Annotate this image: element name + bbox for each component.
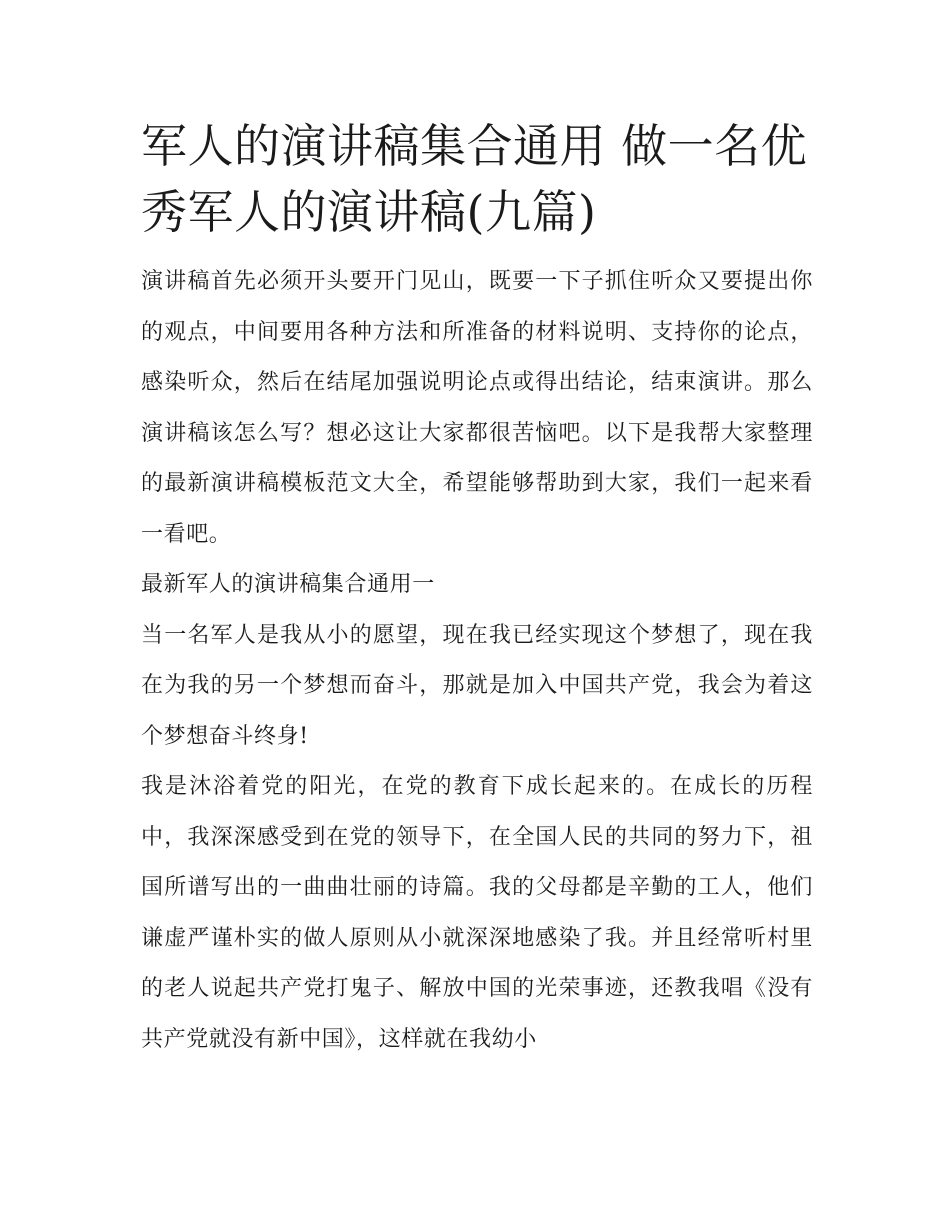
body-paragraph: 当一名军人是我从小的愿望，现在我已经实现这个梦想了，现在我在为我的另一个梦想而奋斗，那就是加入中国共产党，我会为着这个梦想奋斗终身! xyxy=(141,622,813,749)
section-heading: 最新军人的演讲稿集合通用一 xyxy=(141,572,435,597)
document-body xyxy=(141,113,813,1065)
intro-paragraph: 演讲稿首先必须开头要开门见山，既要一下子抓住听众又要提出你的观点，中间要用各种方法和所准备的材料说明、支持你的论点，感染听众，然后在结尾加强说明论点或得出结论，结束演讲。那么演讲稿该怎么写？想必这让大家都很苦恼吧。以下是我帮大家整理的最新演讲稿模板范文大全，希望能够帮助到大家，我们一起来看一看吧。 xyxy=(141,269,813,547)
body-paragraph: 我是沐浴着党的阳光，在党的教育下成长起来的。在成长的历程中，我深深感受到在党的领导下，在全国人民的共同的努力下，祖国所谱写出的一曲曲壮丽的诗篇。我的父母都是辛勤的工人，他们谦虚严谨朴实的做人原则从小就深深地感染了我。并且经常听村里的老人说起共产党打鬼子、解放中国的光荣事迹，还教我唱《没有共产党就没有新中国》，这样就在我幼小 xyxy=(141,774,813,1052)
document-title: 军人的演讲稿集合通用 做一名优秀军人的演讲稿(九篇) xyxy=(141,119,808,239)
